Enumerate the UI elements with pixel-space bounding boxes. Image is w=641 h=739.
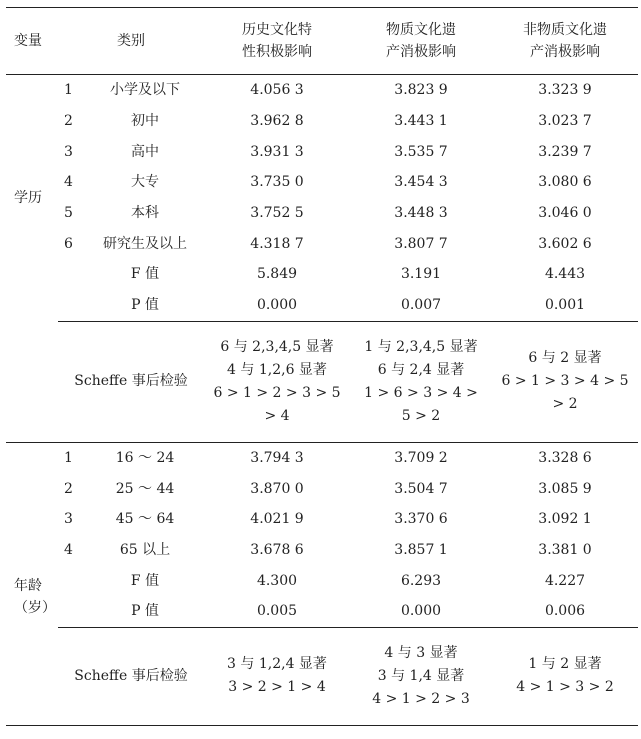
- scheffe-c: 6 与 2 显著 6 > 1 > 3 > 4 > 5 > 2: [492, 321, 638, 442]
- cell-b: 3.807 7: [394, 235, 448, 252]
- row-number: 3: [64, 511, 73, 528]
- cell-a: 3.931 3: [250, 143, 304, 160]
- row-category: F 值: [130, 572, 160, 589]
- row-number: 3: [64, 143, 73, 160]
- row-category: 高中: [131, 143, 159, 160]
- cell-b: 3.535 7: [394, 143, 448, 160]
- header-row: [6, 8, 638, 75]
- cell-c: 0.001: [544, 297, 586, 314]
- cell-c: 3.085 9: [538, 480, 592, 497]
- age-section: [6, 442, 638, 725]
- p-value-row: [6, 596, 638, 627]
- anova-results-table: [6, 7, 638, 726]
- row-category: 小学及以下: [110, 82, 180, 99]
- row-category: 16 ～ 24: [115, 449, 175, 466]
- cell-a: 4.300: [256, 572, 298, 589]
- f-value-row: [6, 565, 638, 596]
- scheffe-row-education: [6, 321, 638, 442]
- row-number: 5: [64, 205, 73, 222]
- cell-a: 3.962 8: [250, 113, 304, 130]
- cell-c: 3.602 6: [538, 235, 592, 252]
- scheffe-label: Scheffe 事后检验: [58, 321, 204, 442]
- row-number: 1: [64, 449, 73, 466]
- scheffe-label: Scheffe 事后检验: [58, 627, 204, 725]
- cell-b: 3.709 2: [394, 449, 448, 466]
- row-category: 65 以上: [119, 541, 171, 558]
- p-value-row: [6, 290, 638, 321]
- cell-b: 3.370 6: [394, 511, 448, 528]
- variable-age: 年龄 （岁）: [6, 442, 58, 725]
- table-row: [6, 504, 638, 535]
- table-row: [6, 75, 638, 106]
- scheffe-row-age: [6, 627, 638, 725]
- header-historical-positive: 历史文化特 性积极影响: [204, 8, 350, 75]
- scheffe-c: 1 与 2 显著 4 > 1 > 3 > 2: [492, 627, 638, 725]
- scheffe-a: 6 与 2,3,4,5 显著 4 与 1,2,6 显著 6 > 1 > 2 > 3 > 5 > 4: [204, 321, 350, 442]
- cell-a: 4.318 7: [250, 235, 304, 252]
- cell-a: 3.678 6: [250, 541, 304, 558]
- cell-a: 3.870 0: [250, 480, 304, 497]
- row-category: P 值: [131, 297, 159, 314]
- row-category: P 值: [131, 603, 159, 620]
- scheffe-b: 4 与 3 显著 3 与 1,4 显著 4 > 1 > 2 > 3: [350, 627, 492, 725]
- cell-c: 3.239 7: [538, 143, 592, 160]
- row-category: 初中: [131, 113, 159, 130]
- variable-education: 学历: [14, 190, 42, 206]
- cell-a: 4.056 3: [250, 82, 304, 99]
- header-intangible-negative: 非物质文化遗 产消极影响: [492, 8, 638, 75]
- f-value-row: [6, 259, 638, 290]
- cell-c: 0.006: [544, 603, 586, 620]
- cell-a: 3.794 3: [250, 449, 304, 466]
- blank-cell: [6, 321, 58, 442]
- scheffe-a: 3 与 1,2,4 显著 3 > 2 > 1 > 4: [204, 627, 350, 725]
- cell-b: 6.293: [400, 572, 442, 589]
- cell-a: 5.849: [256, 266, 298, 283]
- cell-a: 3.735 0: [250, 174, 304, 191]
- cell-b: 0.000: [400, 603, 442, 620]
- row-number: 2: [64, 480, 73, 497]
- cell-b: 3.857 1: [394, 541, 448, 558]
- cell-b: 3.823 9: [394, 82, 448, 99]
- cell-b: 3.191: [400, 266, 442, 283]
- row-number: [58, 290, 86, 321]
- table-row: [6, 442, 638, 473]
- cell-b: 3.454 3: [394, 174, 448, 191]
- cell-a: 0.000: [256, 297, 298, 314]
- cell-c: 4.443: [544, 266, 586, 283]
- row-category: 本科: [131, 205, 159, 222]
- table-row: [6, 473, 638, 504]
- cell-a: 3.752 5: [250, 205, 304, 222]
- cell-a: 4.021 9: [250, 511, 304, 528]
- header-category: 类别: [58, 8, 204, 75]
- cell-c: 3.023 7: [538, 113, 592, 130]
- row-category: 45 ～ 64: [115, 511, 175, 528]
- row-category: 25 ～ 44: [115, 480, 175, 497]
- row-number: 6: [64, 235, 73, 252]
- row-category: F 值: [130, 266, 160, 283]
- cell-b: 3.504 7: [394, 480, 448, 497]
- cell-c: 3.323 9: [538, 82, 592, 99]
- table-row: [6, 167, 638, 198]
- cell-c: 4.227: [544, 572, 586, 589]
- row-number: [58, 259, 86, 290]
- row-number: 4: [64, 541, 73, 558]
- row-number: [58, 596, 86, 627]
- table-row: [6, 535, 638, 566]
- cell-b: 0.007: [400, 297, 442, 314]
- row-category: 大专: [131, 174, 159, 191]
- table-row: [6, 136, 638, 167]
- row-category: 研究生及以上: [103, 235, 187, 252]
- cell-a: 0.005: [256, 603, 298, 620]
- row-number: 4: [64, 174, 73, 191]
- row-number: [58, 565, 86, 596]
- row-number: 1: [64, 82, 73, 99]
- cell-c: 3.046 0: [538, 205, 592, 222]
- table-row: [6, 228, 638, 259]
- cell-b: 3.443 1: [394, 113, 448, 130]
- table-row: [6, 106, 638, 137]
- header-material-negative: 物质文化遗 产消极影响: [350, 8, 492, 75]
- header-variable: 变量: [6, 8, 58, 75]
- cell-c: 3.381 0: [538, 541, 592, 558]
- scheffe-b: 1 与 2,3,4,5 显著 6 与 2,4 显著 1 > 6 > 3 > 4 > 5 > 2: [350, 321, 492, 442]
- cell-c: 3.092 1: [538, 511, 592, 528]
- row-number: 2: [64, 113, 73, 130]
- cell-c: 3.328 6: [538, 449, 592, 466]
- education-section: [6, 75, 638, 443]
- table-row: [6, 198, 638, 229]
- cell-b: 3.448 3: [394, 205, 448, 222]
- cell-c: 3.080 6: [538, 174, 592, 191]
